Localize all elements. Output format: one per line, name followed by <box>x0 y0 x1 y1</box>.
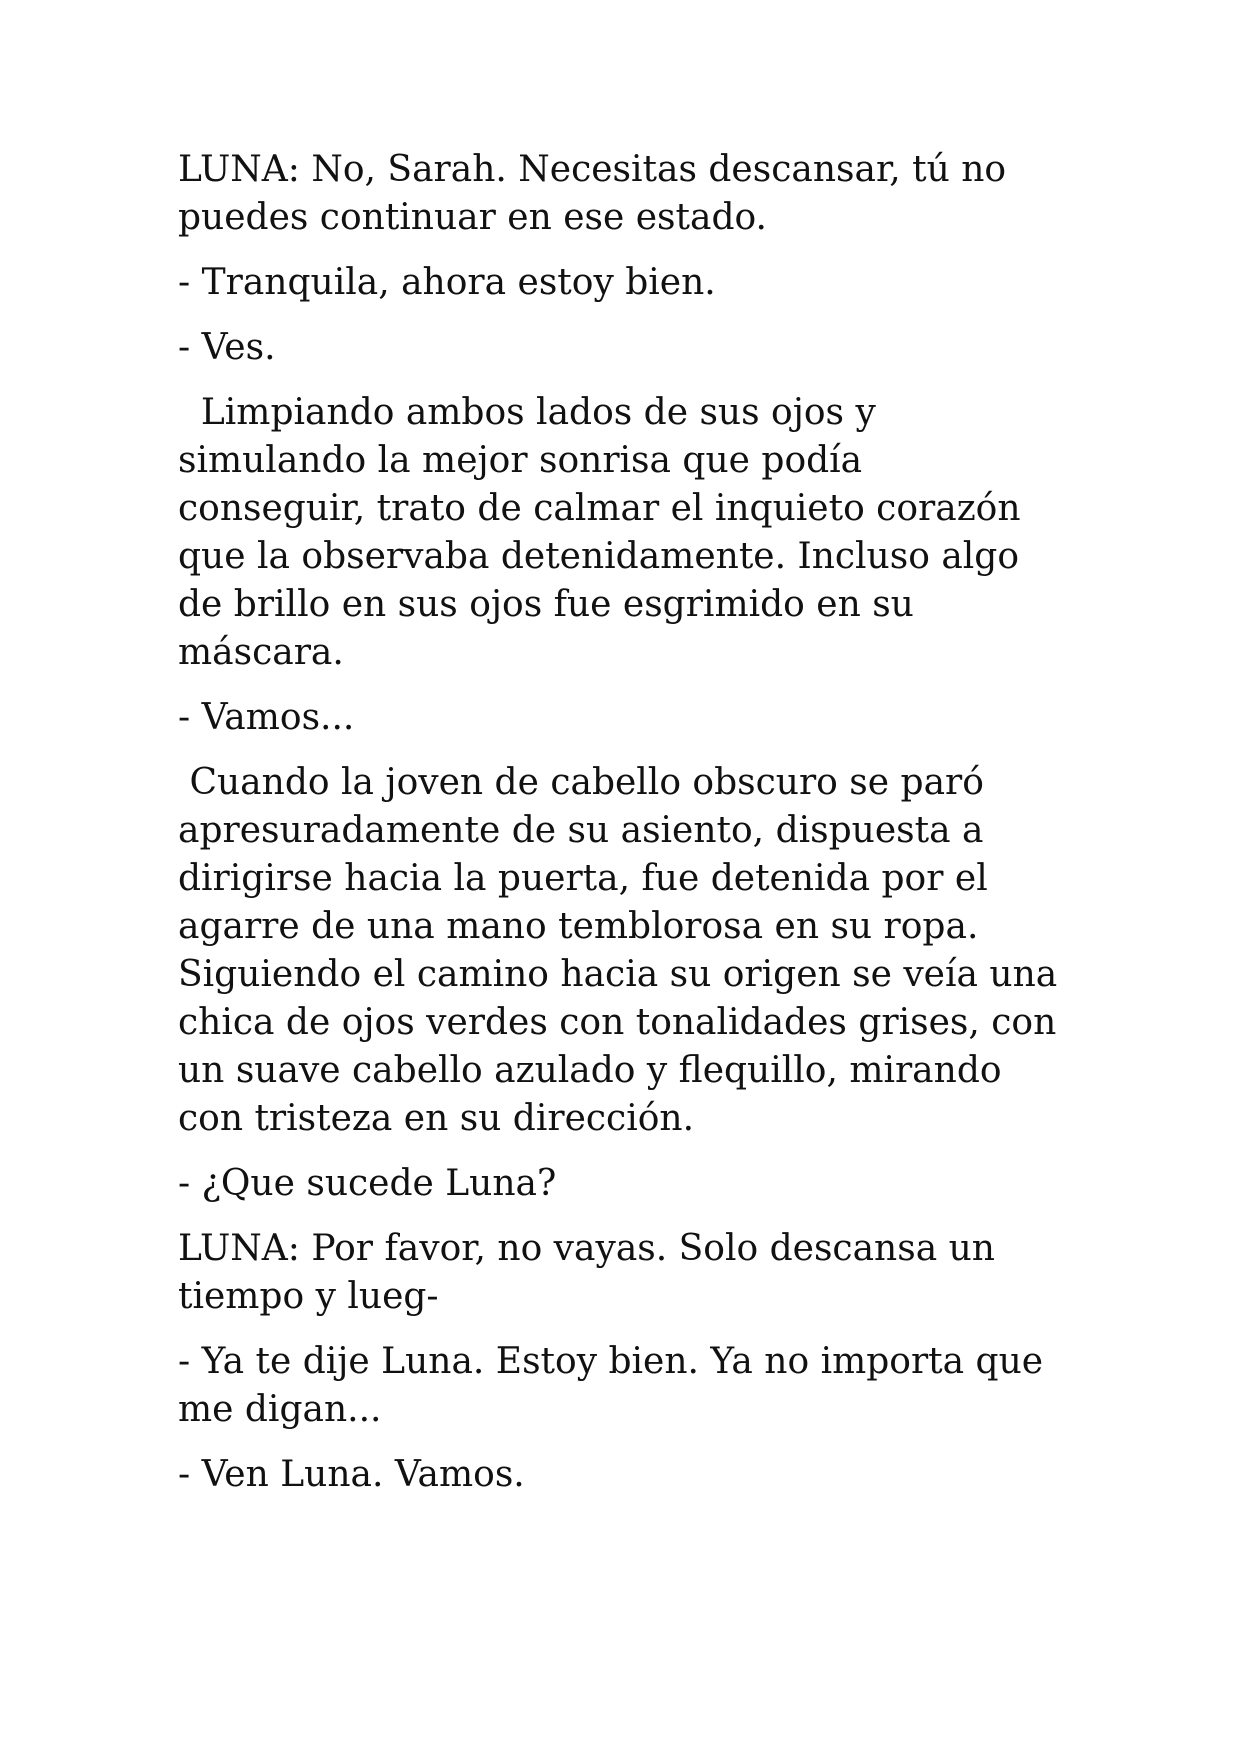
paragraph-narration-limpiando: Limpiando ambos lados de sus ojos y simulando la mejor sonrisa que podía conseguir, trato de calmar el inquieto corazón que la observaba detenidamente. Incluso algo de brillo en sus ojos fue esgrimido en su máscara. <box>178 392 1021 673</box>
story-text <box>178 146 1078 1516</box>
paragraph-dialogue-tranquila: - Tranquila, ahora estoy bien. <box>178 262 716 303</box>
paragraph-dialogue-ya-te-dije: - Ya te dije Luna. Estoy bien. Ya no importa que me digan... <box>178 1341 1044 1430</box>
paragraph-dialogue-vamos: - Vamos... <box>178 697 355 738</box>
paragraph-luna-dialogue-1: LUNA: No, Sarah. Necesitas descansar, tú no puedes continuar en ese estado. <box>178 149 1007 238</box>
paragraph-dialogue-que-sucede: - ¿Que sucede Luna? <box>178 1163 557 1204</box>
paragraph-dialogue-ven-luna: - Ven Luna. Vamos. <box>178 1454 525 1495</box>
paragraph-luna-dialogue-2: LUNA: Por favor, no vayas. Solo descansa un tiempo y lueg- <box>178 1228 995 1317</box>
paragraph-dialogue-ves: - Ves. <box>178 327 276 368</box>
paragraph-narration-cuando: Cuando la joven de cabello obscuro se paró apresuradamente de su asiento, dispuesta a dirigirse hacia la puerta, fue detenida por el agarre de una mano temblorosa en su ropa. Siguiendo el camino hacia su origen se veía una chica de ojos verdes con tonalidades grises, con un suave cabello azulado y flequillo, mirando con tristeza en su dirección. <box>178 762 1058 1139</box>
